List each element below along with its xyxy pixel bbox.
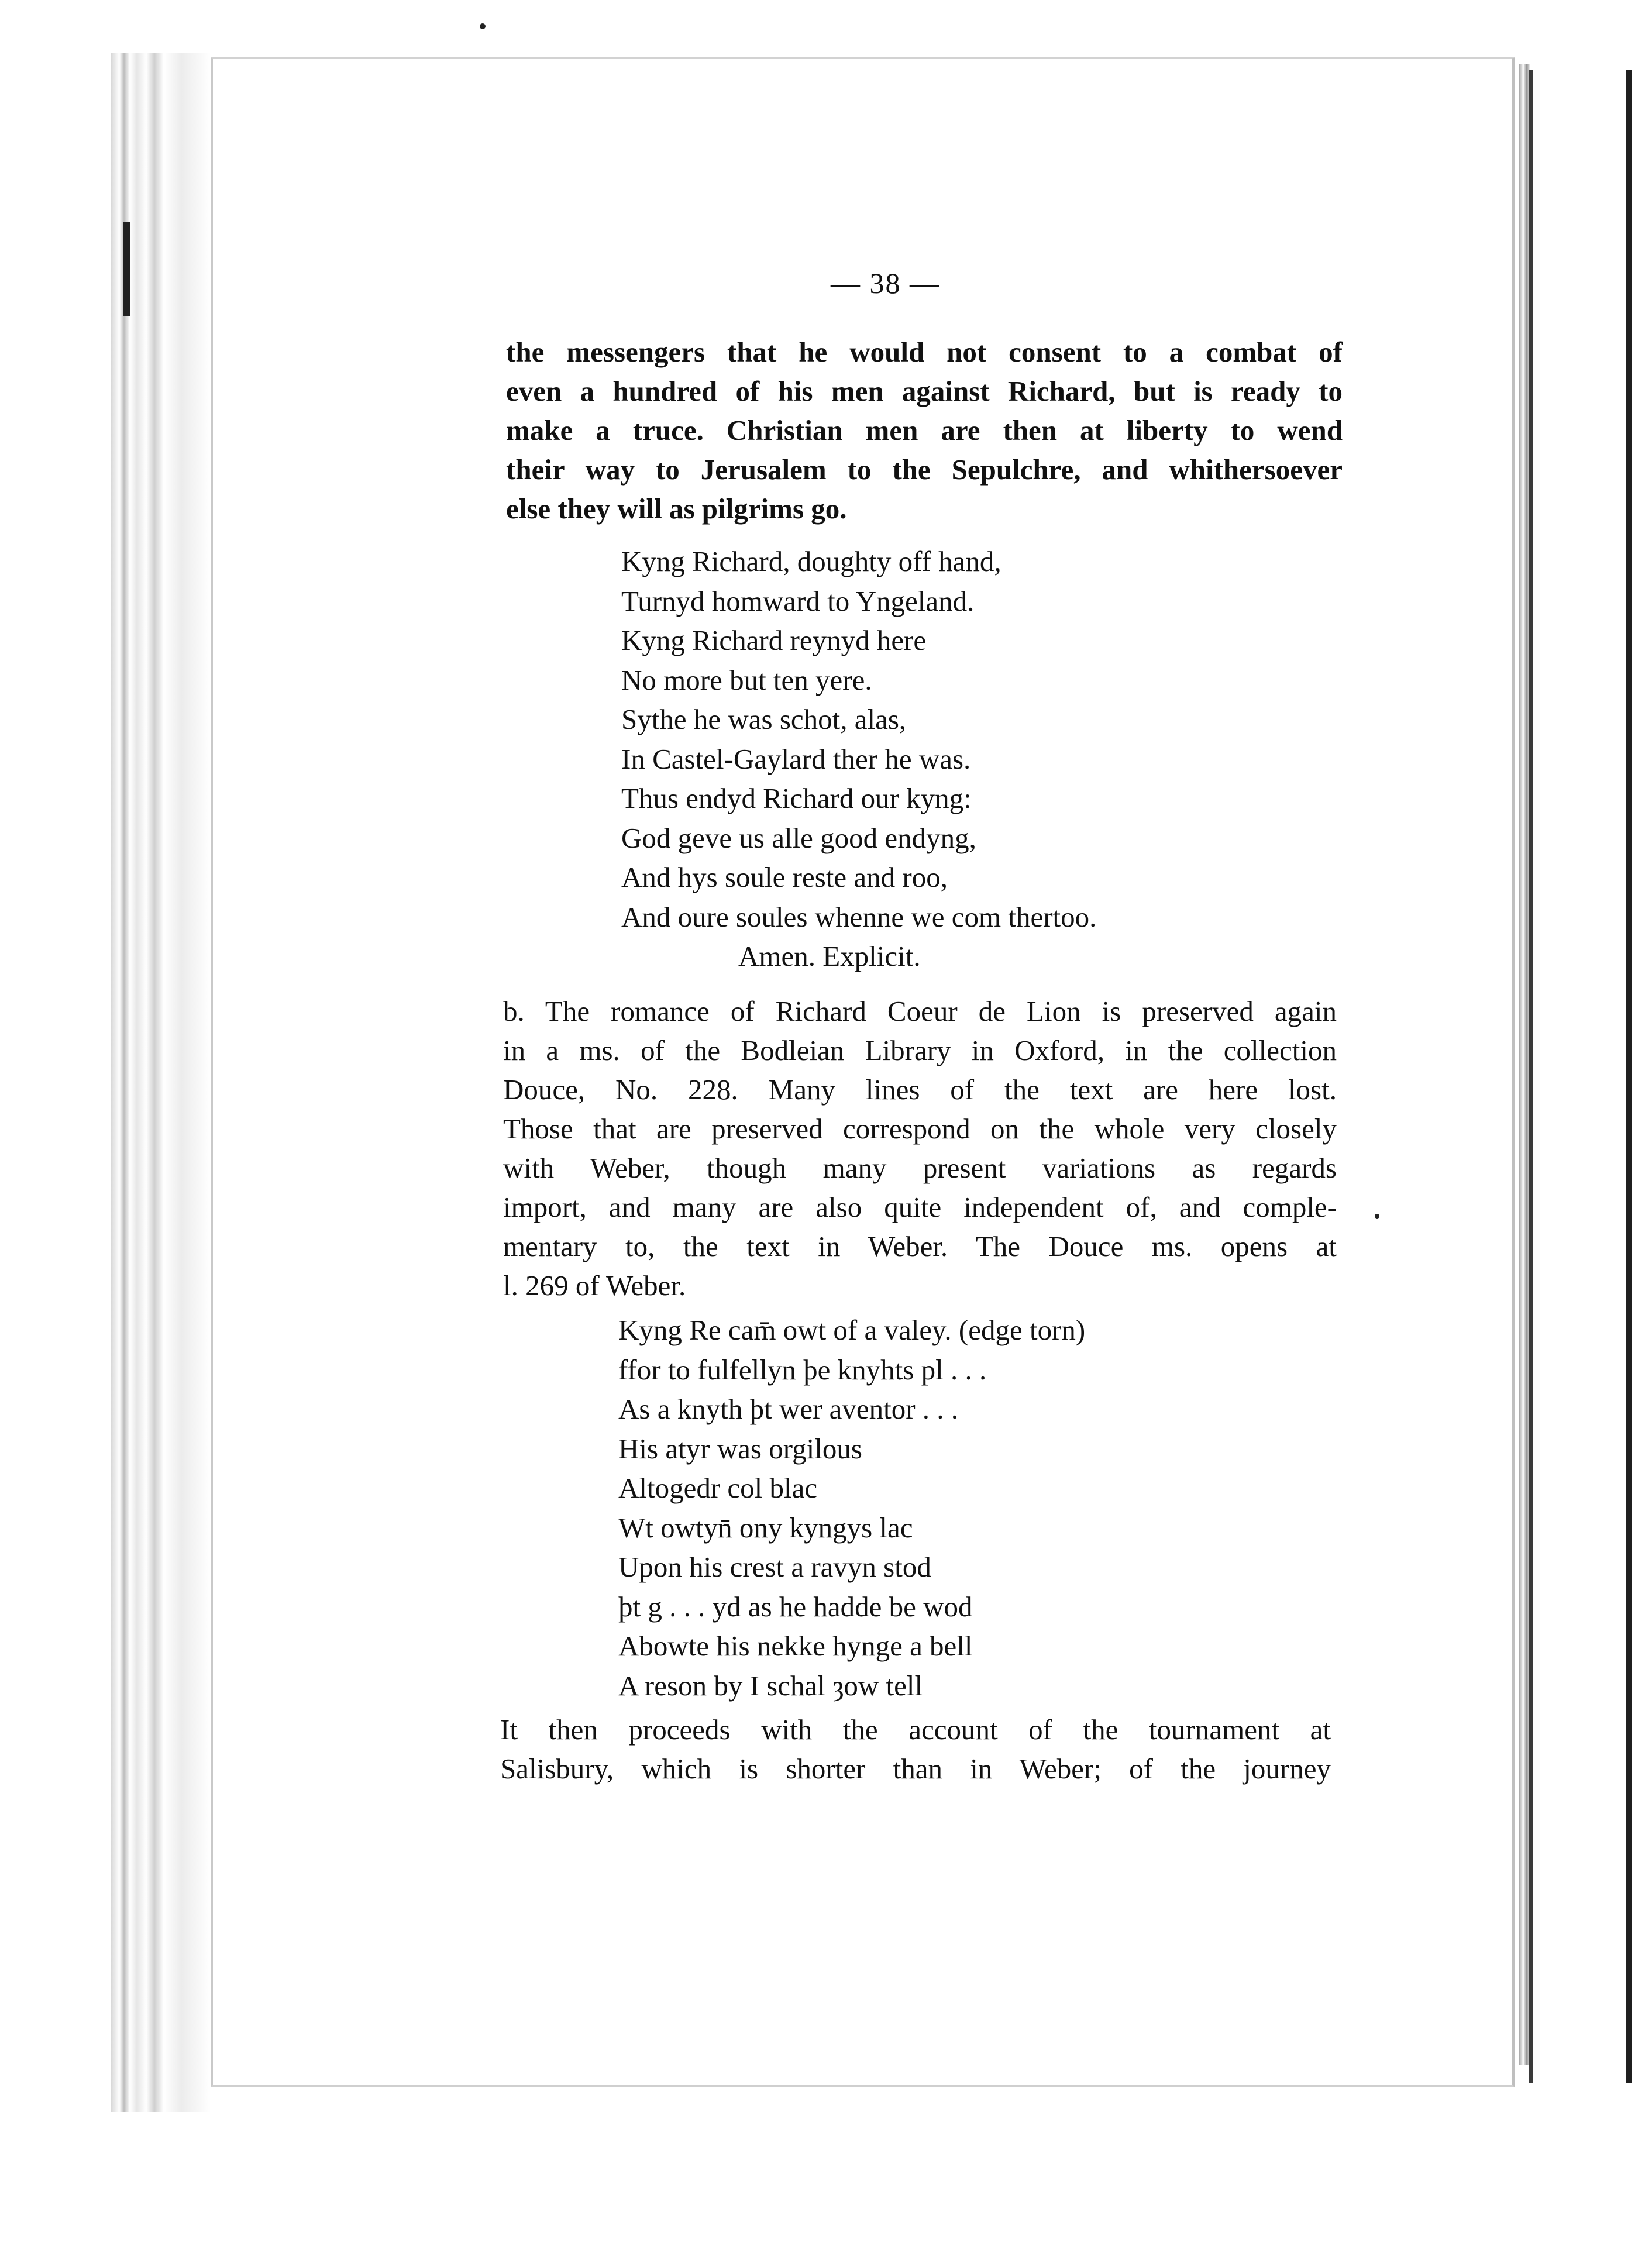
verse-line: Sythe he was schot, alas, bbox=[621, 703, 907, 735]
paragraph-tournament bbox=[500, 1710, 1331, 1788]
text-line: b. The romance of Richard Coeur de Lion is preserved again bbox=[503, 995, 1337, 1027]
verse-line: Kyng Richard, doughty off hand, bbox=[621, 545, 1001, 577]
verse-line: ffor to fulfellyn þe knyhts pl . . . bbox=[618, 1353, 987, 1386]
verse-line: þt g . . . yd as he hadde be wod bbox=[618, 1590, 973, 1623]
text-line: the messengers that he would not consent to a combat of bbox=[506, 336, 1343, 368]
text-line: import, and many are also quite independent of, and comple- bbox=[503, 1191, 1337, 1223]
text-line: Salisbury, which is shorter than in Weber; of the journey bbox=[500, 1753, 1331, 1785]
verse-line: His atyr was orgilous bbox=[618, 1432, 862, 1465]
adjacent-page-edge bbox=[1529, 70, 1652, 2083]
verse-line: Altogedr col blac bbox=[618, 1472, 818, 1504]
verse-line: God geve us alle good endyng, bbox=[621, 821, 976, 854]
text-line: even a hundred of his men against Richard, but is ready to bbox=[506, 375, 1343, 407]
verse-quotation-douce bbox=[618, 1310, 1085, 1705]
text-line: mentary to, the text in Weber. The Douce ms. opens at bbox=[503, 1230, 1337, 1262]
verse-line: As a knyth þt wer aventor . . . bbox=[618, 1393, 959, 1425]
text-line: their way to Jerusalem to the Sepulchre, and whithersoever bbox=[506, 453, 1343, 486]
scan-speck bbox=[480, 23, 486, 29]
verse-line: And oure soules whenne we com thertoo. bbox=[621, 900, 1097, 933]
verse-line: Upon his crest a ravyn stod bbox=[618, 1551, 931, 1583]
verse-explicit: Amen. Explicit. bbox=[738, 940, 921, 972]
book-right-edge bbox=[1519, 64, 1530, 2065]
text-line: It then proceeds with the account of the tournament at bbox=[500, 1713, 1331, 1746]
verse-line: No more but ten yere. bbox=[621, 663, 872, 696]
verse-line: Kyng Richard reynyd here bbox=[621, 624, 927, 656]
verse-line: Kyng Re cam̄ owt of a valey. (edge torn) bbox=[618, 1314, 1086, 1346]
text-line: in a ms. of the Bodleian Library in Oxford, in the collection bbox=[503, 1034, 1337, 1066]
verse-line: Thus endyd Richard our kyng: bbox=[621, 782, 972, 814]
verse-line: A reson by I schal ȝow tell bbox=[618, 1669, 923, 1702]
verse-quotation-ending bbox=[621, 542, 1096, 976]
text-line: with Weber, though many present variations as regards bbox=[503, 1152, 1337, 1184]
verse-line: Abowte his nekke hynge a bell bbox=[618, 1630, 973, 1662]
scan-speck bbox=[1375, 1214, 1379, 1219]
text-line: Douce, No. 228. Many lines of the text are here lost. bbox=[503, 1073, 1337, 1106]
verse-line: And hys soule reste and roo, bbox=[621, 861, 948, 893]
paragraph-bodleian bbox=[503, 992, 1337, 1305]
verse-line: In Castel-Gaylard ther he was. bbox=[621, 742, 971, 775]
page-edge-mark bbox=[123, 222, 130, 316]
verse-line: Turnyd homward to Yngeland. bbox=[621, 584, 975, 617]
text-line: make a truce. Christian men are then at liberty to wend bbox=[506, 414, 1343, 446]
text-line: else they will as pilgrims go. bbox=[506, 493, 847, 525]
book-left-edge bbox=[111, 53, 211, 2112]
verse-line: Wt owtyn̄ ony kyngys lac bbox=[618, 1511, 913, 1544]
text-line: l. 269 of Weber. bbox=[503, 1269, 686, 1302]
paragraph-messengers bbox=[506, 332, 1343, 528]
adjacent-page-shadow bbox=[1626, 70, 1632, 2083]
text-line: Those that are preserved correspond on the whole very closely bbox=[503, 1113, 1337, 1145]
page-number: — 38 — bbox=[831, 267, 940, 300]
